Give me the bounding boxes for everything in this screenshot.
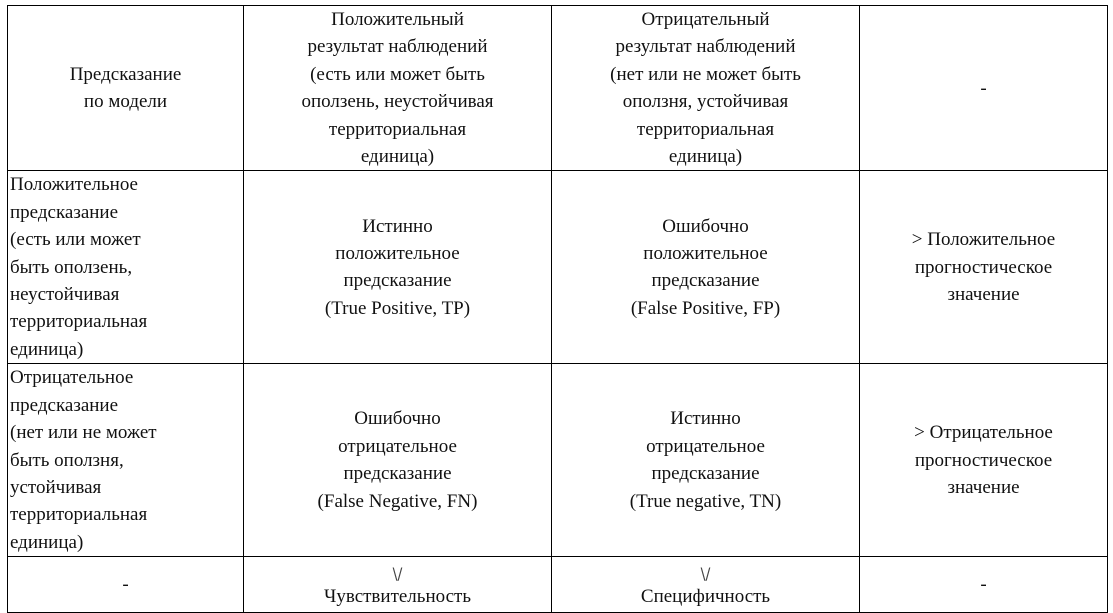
- summary-dash: -: [980, 574, 987, 596]
- positive-label-line: Положительное: [10, 174, 138, 196]
- true-negative-line: (True negative, TN): [629, 490, 782, 512]
- positive-label-line: неустойчивая: [10, 284, 120, 306]
- true-negative-cell: [552, 364, 860, 557]
- specificity-label: Специфичность: [640, 586, 771, 608]
- corner-line: Предсказание: [69, 63, 182, 85]
- negative-obs-line: результат наблюдений: [615, 36, 796, 58]
- summary-last-cell: [860, 557, 1108, 613]
- false-positive-cell: [552, 171, 860, 364]
- corner-line: по модели: [83, 91, 168, 113]
- positive-obs-line: оползень, неустойчивая: [301, 91, 494, 113]
- negative-obs-line: (нет или не может быть: [610, 63, 801, 85]
- negative-label-line: территориальная: [10, 504, 148, 526]
- false-negative-line: Ошибочно: [354, 408, 441, 430]
- positive-predictive-value-cell: [860, 171, 1108, 364]
- true-positive-cell: [244, 171, 552, 364]
- positive-obs-line: территориальная: [328, 118, 467, 140]
- false-negative-line: предсказание: [343, 463, 452, 485]
- positive-label-line: территориальная: [10, 311, 148, 333]
- positive-obs-line: Положительный: [331, 9, 464, 30]
- positive-obs-line: единица): [360, 146, 435, 168]
- specificity-marker: \/: [700, 564, 711, 584]
- header-negative-observation-cell: [552, 6, 860, 171]
- header-extra-cell: [860, 6, 1108, 171]
- true-negative-line: предсказание: [651, 463, 760, 485]
- true-positive-line: предсказание: [343, 270, 452, 292]
- ppv-line: > Положительное: [911, 229, 1056, 251]
- negative-label-line: Отрицательное: [10, 367, 134, 389]
- negative-obs-line: территориальная: [636, 118, 775, 140]
- positive-label-line: предсказание: [10, 201, 119, 223]
- false-positive-line: положительное: [643, 242, 768, 264]
- sensitivity-label: Чувствительность: [323, 586, 471, 608]
- sensitivity-cell: [244, 557, 552, 613]
- true-negative-line: отрицательное: [646, 435, 765, 457]
- header-corner-cell: [8, 6, 244, 171]
- true-positive-line: (True Positive, TP): [324, 297, 471, 319]
- negative-obs-line: оползня, устойчивая: [622, 91, 789, 113]
- confusion-matrix-table: [7, 5, 1108, 613]
- negative-obs-line: единица): [668, 146, 743, 168]
- false-positive-line: предсказание: [651, 270, 760, 292]
- summary-row: [8, 557, 1108, 613]
- negative-label-line: быть оползня,: [10, 449, 124, 471]
- sensitivity-marker: \/: [392, 564, 403, 584]
- positive-prediction-label-cell: [8, 171, 244, 364]
- negative-label-line: устойчивая: [10, 476, 102, 498]
- header-row: [8, 6, 1108, 171]
- negative-obs-line: Отрицательный: [641, 9, 770, 30]
- positive-prediction-row: [8, 171, 1108, 364]
- negative-prediction-row: [8, 364, 1108, 557]
- positive-obs-line: результат наблюдений: [307, 36, 488, 58]
- negative-label-line: единица): [10, 531, 84, 553]
- ppv-line: значение: [947, 284, 1020, 306]
- positive-label-line: (есть или может: [10, 229, 141, 251]
- specificity-cell: [552, 557, 860, 613]
- header-positive-observation-cell: [244, 6, 552, 171]
- negative-label-line: предсказание: [10, 394, 119, 416]
- ppv-line: прогностическое: [914, 256, 1053, 278]
- positive-obs-line: (есть или может быть: [310, 63, 485, 85]
- positive-label-line: быть оползень,: [10, 256, 133, 278]
- summary-dash: -: [122, 574, 129, 596]
- false-negative-cell: [244, 364, 552, 557]
- false-positive-line: (False Positive, FP): [630, 297, 781, 319]
- true-positive-line: Истинно: [362, 215, 433, 237]
- negative-prediction-label-cell: [8, 364, 244, 557]
- negative-predictive-value-cell: [860, 364, 1108, 557]
- summary-first-cell: [8, 557, 244, 613]
- positive-label-line: единица): [10, 338, 84, 360]
- npv-line: значение: [947, 476, 1020, 498]
- true-positive-line: положительное: [335, 242, 460, 264]
- false-positive-line: Ошибочно: [662, 215, 749, 237]
- negative-label-line: (нет или не может: [10, 422, 157, 444]
- header-dash: -: [980, 77, 987, 99]
- npv-line: прогностическое: [914, 449, 1053, 471]
- false-negative-line: отрицательное: [338, 435, 457, 457]
- true-negative-line: Истинно: [670, 408, 741, 430]
- npv-line: > Отрицательное: [914, 422, 1053, 444]
- false-negative-line: (False Negative, FN): [317, 490, 478, 512]
